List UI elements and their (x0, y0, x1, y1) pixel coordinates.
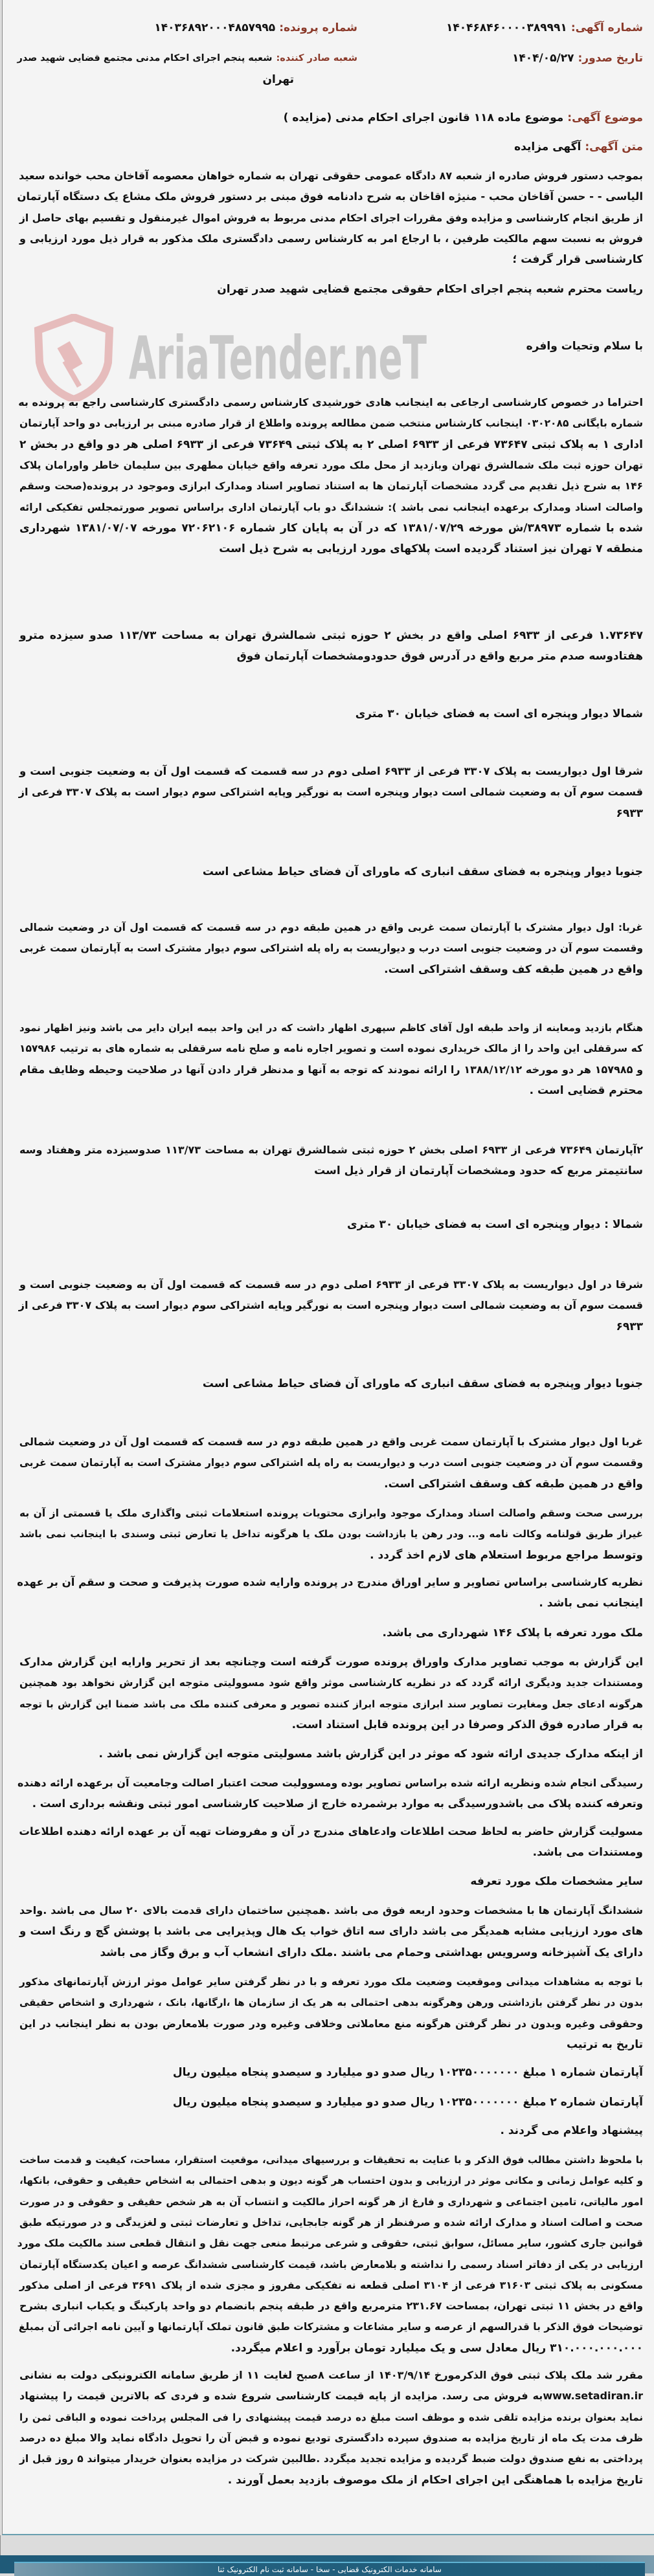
paragraph-15-line: واقع در همین طبقه کف وسقف اشتراکی است. (384, 1477, 643, 1491)
paragraph-29-line: و کلیه عوامل زمانی و مکانی موثر در ارزیابی و بدون احتساب هر گونه دیون و بدهی احتمالی به اشخاص حقیقی و حقوقی، بانکها، (19, 2175, 643, 2187)
paragraph-4-line: شده با شماره ۳۸۹۷۳/ش مورخه ۱۳۸۱/۰۷/۲۹ که در آن به پایان کار شماره ۷۲۰۶۲۱۰۶ مورخه ۱۳۸۱/۰۷/۰۷ شهرداری (19, 521, 643, 535)
paragraph-22-line: ومستندات می باشد. (532, 1846, 643, 1860)
ad-number-label: شماره آگهی: (570, 21, 643, 34)
paragraph-30-line: پرداختی به نفع صندوق دولت ضبط گردیده و مزایده تجدید میگردد .طالبین شرکت در مزایده بعنوان خریدار میتواند ۵ روز قبل از (19, 2453, 643, 2465)
paragraph-14-line: جنوبا دیوار وپنجره به فضای سقف انباری که ماورای آن فضای حیاط مشاعی است (202, 1377, 643, 1390)
paragraph-4-line: منطقه ۷ تهران نیز استناد گردیده است پلاکهای مورد ارزیابی به شرح ذیل است (219, 542, 643, 556)
paragraph-30-line: تاریخ مزایده با هماهنگی این اجرای احکام از ملک موصوف بازدید بعمل آورند . (227, 2473, 643, 2487)
watermark-text: AriaTender.neT (129, 324, 427, 393)
paragraph-5-line: هفتادوسه صدم متر مربع واقع در آدرس فوق حدودومشخصات آپارتمان فوق (236, 650, 643, 663)
paragraph-4-line: تهران حوزه ثبت ملک شمالشرق تهران وبازدید از محل ملک مورد تعرفه واقع خیابان مطهری بین سلیمان خاطر واورامان پلاک (19, 459, 643, 471)
watermark-logo (32, 314, 433, 401)
ad-number-value: ۱۴۰۴۶۸۴۶۰۰۰۰۳۸۹۹۹۱ (446, 21, 567, 34)
paragraph-12-line: شمالا : دیوار وپنجره ای است به فضای خیابان ۳۰ متری (346, 1218, 643, 1231)
subject-value: موضوع ماده ۱۱۸ قانون اجرای احکام مدنی (مزایده ) (283, 111, 564, 124)
paragraph-25-line: بدون در نظر گرفتن بازداشتی ورهن وهرگونه بدهی احتمالی به هر یک از سازمان ها ،ارگانها، بانک ، شهرداری و اشخاص حقیقی (19, 1997, 643, 2009)
shield-gavel-icon (38, 317, 109, 399)
paragraph-5-line: ۱.۷۳۶۴۷ فرعی از ۶۹۳۳ اصلی واقع در بخش ۲ حوزه ثبتی شمالشرق تهران به مساحت ۱۱۳/۷۳ صدو سیزده مترو (19, 629, 643, 642)
paragraph-1-line: از طریق انجام کارشناسی و مزایده وفق مقررات اجرای احکام مدنی مربوط به فروش اموال غیرمنقول و تقسیم بهای حاصل از (19, 212, 643, 224)
subject-label: موضوع آگهی: (567, 111, 643, 124)
paragraph-3-line: با سلام وتحیات وافره (526, 340, 643, 353)
paragraph-29-line: مسکونی به پلاک ثبتی ۳۱۶۰۳ فرعی از ۳۱۰۴ اصلی قطعه نه تفکیکی مفروز و مجزی شده از پلاک ۳۶۹۱ فرعی از اصلی مذکور (19, 2279, 644, 2291)
paragraph-25-line: با توجه به مشاهدات میدانی وموقعیت وضعیت ملک مورد تعرفه و با در نظر گرفتن سایر عوامل موثر ارزش آپارتمانهای مذکور (19, 1976, 643, 1988)
paragraph-4-line: شماره بایگانی ۰۳۰۲۰۸۵ اینجانب کارشناس منتخب ضمن مطالعه پرونده واطلاع از قرار صادره مبنی بر ارزیابی دو واحد آپارتمان (19, 417, 643, 430)
case-number-value: ۱۴۰۳۶۸۹۲۰۰۰۴۸۵۷۹۹۵ (154, 21, 276, 34)
paragraph-2-line: ریاست محترم شعبه پنجم اجرای احکام حقوقی مجتمع قضایی شهید صدر تهران (217, 283, 643, 296)
paragraph-1-line: الیاسی - - حسن آقاخان محب - منیژه اقاخان به شرح دادنامه فوق مبنی بر دستور فروش ملک مشاع یک دستگاه آپارتمان (17, 190, 643, 203)
paragraph-7-line: ۶۹۳۳ (616, 806, 643, 820)
paragraph-19-line: این گزارش به موجب تصاویر مدارک واوراق پرونده صورت گرفته است وچنانچه بعد از تحریر وارایه این گزارش مدارک (19, 1656, 643, 1668)
paragraph-4-line: اداری ۱ به پلاک ثبتی ۷۳۶۴۷ فرعی از ۶۹۳۳ اصلی ۲ به پلاک ثبتی ۷۳۶۴۹ فرعی از ۶۹۳۳ اصلی هر دو واقع در بخش ۲ (19, 438, 643, 451)
paragraph-16-line: بررسی صحت وسقم واصالت اسناد ومدارک موجود وابرازی محتویات پرونده استعلامات ثبتی واگذاری ملک یا قسمتی از آن به (19, 1507, 643, 1519)
paragraph-30-line: مقرر شد ملک پلاک ثبتی فوق الذکرمورخ ۱۴۰۳/۹/۱۴ از ساعت ۸صبح لغایت ۱۱ از طریق سامانه الکترونیکی دولت به نشانی (19, 2369, 644, 2381)
notice-document (2, 0, 654, 2535)
paragraph-19-line: هرگونه ادعای جعل ومغایرت تصاویر سند ابرازی متوجه ابراز کننده تصویر و معرفی کننده ملک می باشد ضمنا این گزارش با توجه (19, 1698, 643, 1710)
paragraph-7-line: قسمت سوم آن به وضعیت شمالی است دیوار وپنجره است به نورگیر وپایه اشتراکی سوم دیوار است به پلاک ۳۳۰۷ فرعی از (18, 786, 643, 799)
paragraph-19-line: به قرار صادره فوق الذکر وصرفا در این پرونده قابل استناد است. (291, 1718, 643, 1731)
paragraph-13-line: ۶۹۳۳ (616, 1320, 643, 1333)
paragraph-11-line: ۲آپارتمان ۷۳۶۴۹ فرعی از ۶۹۳۳ اصلی بخش ۲ حوزه ثبتی شمالشرق تهران به مساحت ۱۱۳/۷۳ صدوسیزده متر وهفتاد وسه (19, 1144, 644, 1156)
case-number (154, 17, 357, 38)
paragraph-7-line: شرقا اول دیواریست به پلاک ۳۳۰۷ فرعی از ۶۹۳۳ اصلی دوم در سه قسمت که قسمت اول آن به وضعیت جنوبی است و (19, 765, 643, 777)
issuer (17, 48, 357, 69)
paragraph-4-line: واصالت اسناد ومدارک برعهده اینجانب نمی باشد ): ششدانگ دو باب آپارتمان اداری براساس تصویر صورتمجلس تفکیکی ارائه (19, 501, 643, 513)
issuer-value-line2: تهران (262, 73, 294, 86)
notice-text-value: آگهی مزایده (514, 140, 581, 153)
paragraph-24-line: های مورد ارزیابی مشابه همدیگر می باشد دارای سه اتاق خواب یک هال وپذیرایی می باشد با پوشش گچ و رنگ است و (19, 1925, 643, 1938)
paragraph-17-line: نظریه کارشناسی براساس تصاویر و سایر اوراق مندرج در پرونده وارایه شده صورت پذیرفت و صحت و سقم آن بر عهده (17, 1576, 643, 1588)
notice-text-title (514, 137, 643, 157)
paragraph-10-line: که سرقفلی این واحد را از مالک خریداری نموده است و تصویر اجاره نامه و صلح نامه سرقفلی به شماره های به ترتیب ۱۵۷۹۸۶ (19, 1043, 643, 1055)
paragraph-26-line: آپارتمان شماره ۱ مبلغ ۱۰۲۳۵۰۰۰۰۰۰۰ ریال صدو دو میلیارد و سیصدو پنجاه میلیون ریال (172, 2066, 643, 2079)
issue-date (512, 48, 643, 69)
paragraph-6-line: شمالا دیوار وپنجره ای است به فضای خیابان ۳۰ متری (355, 707, 643, 720)
paragraph-29-line: با ملحوظ داشتن مطالب فوق الذکر و با عنایت به تحقیقات و بررسیهای میدانی، موقعیت استقرار، مساحت، کیفیت و قدمت ساخت (19, 2154, 643, 2166)
page-gap (0, 2535, 654, 2555)
paragraph-29-line: صحت و اصالت اسناد و مدارک ارائه شده و صرفنظر از هر گونه جابجایی، تداخل و تعارضات ثبتی و لغزیدگی و در صورتیکه طبق (19, 2216, 643, 2228)
paragraph-29-line: ارزیابی در یکی از دفاتر اسناد رسمی را نداشته و بلامعارض باشد، قیمت کارشناسی ششدانگ عرصه و اعیان یکدستگاه آپارتمان (19, 2258, 643, 2271)
paragraph-21-line: وتعرفه کننده پلاک می باشدورسیدگی به موارد برشمرده خارج از صلاحیت کارشناسی امور ثبتی ونقشه برداری است . (32, 1797, 643, 1810)
issue-date-label: تاریخ صدور: (578, 52, 643, 65)
paragraph-9-line: غربا: اول دیوار مشترک با آپارتمان سمت غربی واقع در همین طبقه دوم در سه قسمت که قسمت اول آن در وضعیت شمالی (19, 922, 643, 933)
paragraph-30-line: ظرف مدت یک ماه از تاریخ مزایده به صندوق سپرده دادگستری تودیع نموده و قبض آن را تحویل دادگاه نماید والا مبلغ ده درصد (19, 2432, 643, 2444)
paragraph-4-line: احتراما در خصوص کارشناسی ارجاعی به اینجانب هادی خورشیدی کارشناس رسمی دادگستری کارشناسی راجع به پرونده به (18, 396, 643, 408)
paragraph-19-line: ومستندات جدید ودیگری ارائه گردد که در نظریه کارشناسی موثر واقع شود مسوولیتی متوجه این گزارش نخواهد بود همچنین (19, 1677, 643, 1689)
paragraph-4-line: ۱۴۶ به شرح ذیل تقدیم می گردد مشخصات آپارتمان ها به استناد تصاویر اسناد ومدارک ابرازی وموجود در پرونده(صحت وسقم (19, 480, 643, 493)
paragraph-29-line: امور مالیاتی، تامین اجتماعی و شهرداری و فارغ از هر گونه احراز مالکیت و انتساب آن به هر شخص حقیقی و حقوقی و در صورت (19, 2195, 643, 2208)
paragraph-23-line: سایر مشخصات ملک مورد تعرفه (470, 1875, 643, 1888)
paragraph-15-line: وقسمت سوم آن در وضعیت جنوبی است درب و دیواریست به راه پله اشتراکی سوم دیوار مشترک است به آپارتمان سمت غربی (19, 1457, 643, 1469)
case-number-label: شماره پرونده: (279, 21, 357, 34)
paragraph-9-line: واقع در همین طبقه کف وسقف اشتراکی است. (384, 962, 643, 976)
paragraph-11-line: سانتیمتر مربع که حدود ومشخصات آپارتمان از قرار ذیل است (314, 1164, 643, 1178)
paragraph-25-line: وحقوقی وغیره وبدون در نظر گرفتن هرگونه منع معاملاتی وخلافی وغیره ودر صورت بلامعارض بودن به نظر اینجانب در این (19, 2017, 643, 2030)
paragraph-21-line: رسیدگی انجام شده ونظریه ارائه شده براساس تصاویر بوده ومسوولیت صحت اعتبار اصالت وجامعیت آن برعهده ارائه دهنده (17, 1777, 643, 1789)
paragraph-22-line: مسولیت گزارش حاضر به لحاظ صحت اطلاعات وادعاهای مندرج در آن و مفروضات تهیه آن بر عهده ارائه دهنده اطلاعات (19, 1825, 643, 1838)
paragraph-10-line: هنگام بازدید ومعاینه از واحد طبقه اول آقای کاظم سپهری اظهار داشت که در این واحد بیمه ایران دایر می باشد ونیز اظهار نمود (19, 1022, 643, 1034)
subject (284, 107, 643, 128)
issuer-label: شعبه صادر کننده: (276, 53, 357, 63)
ad-number (446, 17, 643, 38)
footer-links[interactable]: سامانه خدمات الکترونیک قضایی - سخا - سامانه ثبت نام الکترونیک ثنا (14, 2562, 645, 2576)
paragraph-30-line: نماید بعنوان برنده مزایده تلقی شده و موظف است مبلغ ده درصد قیمت پیشنهادی را فی المجلس پرداخت نموده و الباقی ثمن را (19, 2411, 643, 2423)
paragraph-24-line: ششدانگ آپارتمان ها با مشخصات وحدود اربعه فوق می باشد .همچنین ساختمان دارای قدمت بالای ۲۰ سال می باشد .واحد (19, 1904, 643, 1916)
paragraph-1-line: بموجب دستور فروش صادره از شعبه ۸۷ دادگاه عمومی حقوقی تهران به شماره خواهان معصومه آقاخان محب خوانده سعید (19, 170, 643, 182)
paragraph-10-line: محترم قضایی است . (529, 1083, 643, 1097)
paragraph-9-line: وقسمت سوم آن در وضعیت جنوبی است درب و دیواریست به راه پله اشتراکی سوم دیوار مشترک است به آپارتمان سمت غربی (19, 942, 643, 955)
paragraph-13-line: قسمت سوم آن به وضعیت شمالی است دیوار وپنجره است به نورگیر وپایه اشتراکی سوم دیوار است به پلاک ۳۳۰۷ فرعی از (18, 1299, 643, 1312)
paragraph-29-line: توضیحات فوق الذکر با قدرالسهم از عرصه و سایر مشاعات و مشترکات طبق قانون تملک آپارتمانها و آیین نامه اجرائی آن بمبلغ (18, 2321, 643, 2333)
notice-text-label: متن آگهی: (585, 140, 643, 153)
paragraph-10-line: و ۱۵۷۹۸۵ هر دو مورخه ۱۳۸۸/۱۲/۱۲ را ارائه نمودند که توجه به آنها و مدنظر قرار دادن آنها در صلاحیت وحیطه وظایف مقام (19, 1063, 644, 1076)
issuer-value: شعبه پنجم اجرای احکام مدنی مجتمع قضایی شهید صدر (17, 53, 273, 63)
paragraph-13-line: شرقا در اول دیواریست به پلاک ۳۳۰۷ فرعی از ۶۹۳۳ اصلی دوم در سه قسمت که قسمت اول آن به وضعیت جنوبی است و (19, 1278, 644, 1291)
paragraph-18-line: ملک مورد تعرفه با پلاک ۱۴۶ شهرداری می باشد. (382, 1627, 643, 1639)
paragraph-1-line: فروش به نسبت سهم مالکیت طرفین ، با ارجاع امر به کارشناس رسمی دادگستری ملک مذکور به قرار ذیل مورد ارزیابی و (19, 232, 643, 245)
paragraph-29-line: ۳۱۰.۰۰۰.۰۰۰.۰۰۰ ریال معادل سی و یک میلیارد تومان برآورد و اعلام میگردد. (231, 2341, 643, 2355)
paragraph-17-line: اینجانب نمی باشد . (539, 1597, 643, 1610)
paragraph-8-line: جنوبا دیوار وپنجره به فضای سقف انباری که ماورای آن فضای حیاط مشاعی است (202, 865, 643, 878)
paragraph-27-line: آپارتمان شماره ۲ مبلغ ۱۰۲۳۵۰۰۰۰۰۰۰ ریال صدو دو میلیارد و سیصدو پنجاه میلیون ریال (172, 2096, 643, 2109)
issue-date-value: ۱۴۰۴/۰۵/۲۷ (512, 52, 574, 65)
paragraph-29-line: قوانین جاری کشور، سایر مسائل، سوابق ثبتی، حقوقی و شرعی مرتبط منعی جهت نقل و انتقال قطعی سند مالکیت ملک مورد (17, 2237, 643, 2250)
paragraph-25-line: تاریخ به ترتیب (567, 2037, 643, 2051)
paragraph-1-line: کارشناسی قرار گرفت ؛ (512, 253, 643, 267)
paragraph-16-line: غیراز طریق قولنامه وکالت نامه و... ودر رهن یا بازداشت بودن ملک یا هرگونه تداخل یا تعارض ثبتی وسندی با اینجانب نمی باشد (19, 1528, 643, 1540)
paragraph-29-line: واقع در بخش ۱۱ ثبتی تهران، بمساحت ۲۳۱.۶۷ مترمربع واقع در طبقه پنجم بانضمام دو واحد پارکینگ و یکباب انباری بشرح (19, 2300, 644, 2313)
paragraph-16-line: وتوسط مراجع مربوط استعلام های لازم اخذ گردد . (370, 1548, 643, 1562)
paragraph-28-line: پیشنهاد واعلام می گردند . (500, 2124, 643, 2137)
paragraph-30-line: www.setadiran.irبه فروش می رسد. مزایده از پایه قیمت کارشناسی شروع شده و فردی که بالاترین قیمت را پیشنهاد (19, 2390, 643, 2403)
paragraph-20-line: از اینکه مدارک جدیدی ارائه شود که موثر در این گزارش باشد مسولیتی متوجه این گزارش نمی باشد . (98, 1748, 643, 1760)
footer (0, 2555, 654, 2573)
paragraph-15-line: غربا اول دیوار مشترک با آپارتمان سمت غربی واقع در همین طبقه دوم در سه قسمت که قسمت اول آن در وضعیت شمالی (19, 1436, 643, 1448)
paragraph-24-line: دارای یک آشپزخانه وسرویس بهداشتی وحمام می باشند .ملک دارای انشعاب آب و برق وگاز می باشد (100, 1946, 643, 1959)
